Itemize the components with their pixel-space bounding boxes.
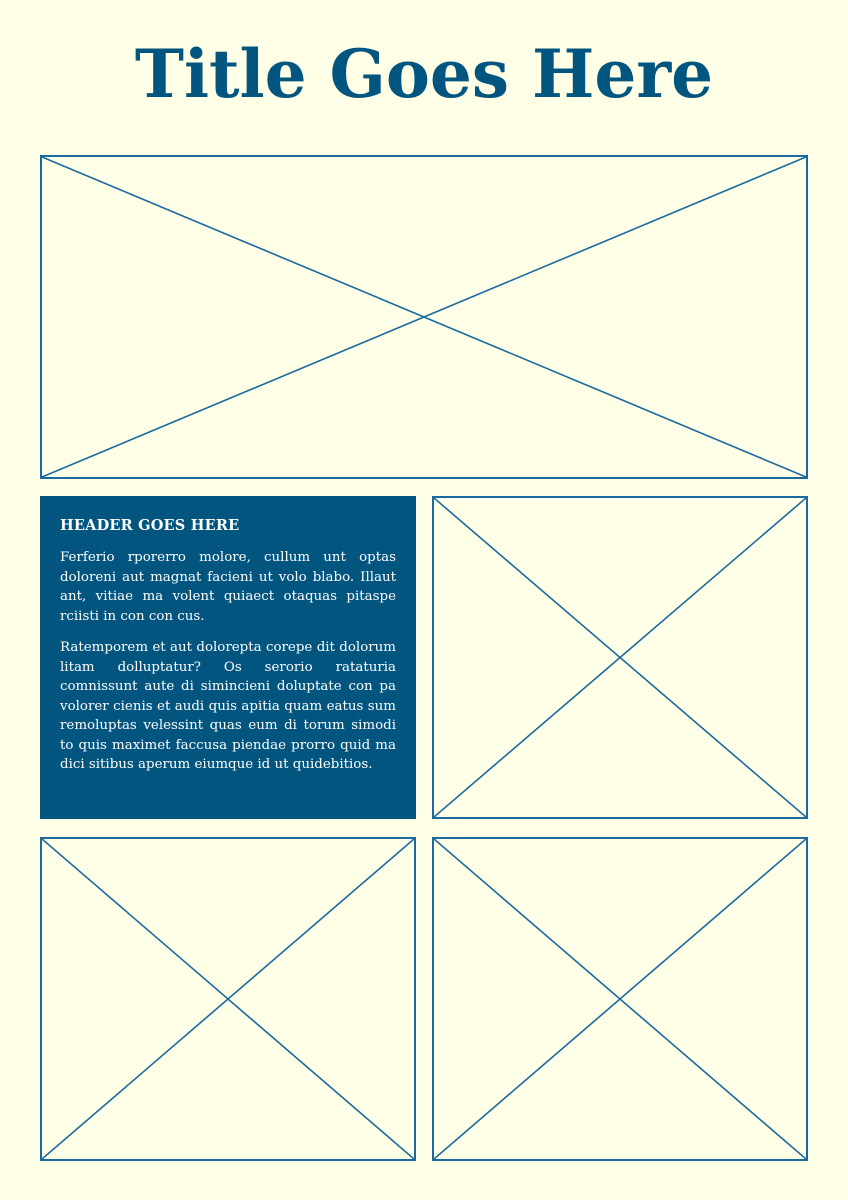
image-placeholder-cross-icon [434, 839, 806, 1159]
bottom-left-image-placeholder [40, 837, 416, 1161]
panel-paragraph-2: Ratemporem et aut dolorepta corepe dit dolorum litam dolluptatur? Os serorio rataturia comnissunt aute di simincieni doluptate con pa volorer cienis et audi quis apitia quam eatus sum remoluptas velessint quas eum di torum simodi to quis maximet faccusa piendae prorro quid ma dici sitibus aperum eiumque id ut quidebitios. [60, 640, 396, 772]
image-placeholder-cross-icon [434, 498, 806, 817]
image-placeholder-cross-icon [42, 839, 414, 1159]
panel-header: HEADER GOES HERE [60, 517, 240, 534]
bottom-right-image-placeholder [432, 837, 808, 1161]
text-panel [40, 496, 416, 819]
image-placeholder-cross-icon [42, 157, 806, 477]
hero-image-placeholder [40, 155, 808, 479]
page-title: Title Goes Here [134, 35, 714, 113]
right-image-placeholder [432, 496, 808, 819]
panel-paragraph-1: Ferferio rporerro molore, cullum unt optas doloreni aut magnat facieni ut volo blabo. Illaut ant, vitiae ma volent quiaect otaquas pitaspe rciisti in con con cus. [60, 550, 396, 624]
